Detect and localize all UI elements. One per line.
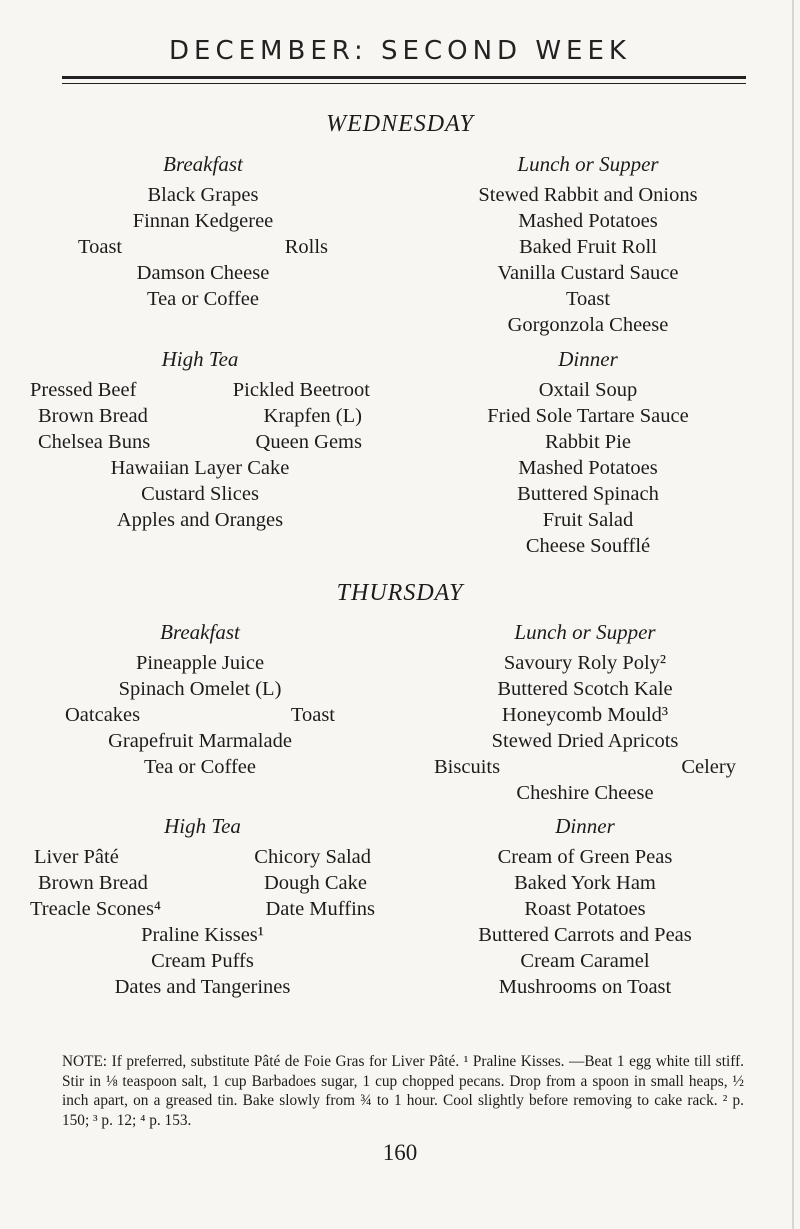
thu-breakfast (55, 618, 345, 780)
menu-item: Toast (78, 236, 123, 258)
note-label: NOTE: (62, 1053, 108, 1070)
wed-high-tea (30, 345, 370, 533)
menu-item-pair (30, 429, 370, 455)
menu-item: Praline Kisses¹ (141, 924, 264, 946)
menu-item: Brown Bread (38, 872, 148, 894)
menu-item: Cheese Soufflé (525, 535, 651, 557)
menu-item: Dates and Tangerines (114, 976, 291, 998)
menu-item-pair (30, 896, 375, 922)
menu-item: Vanilla Custard Sauce (497, 262, 679, 284)
menu-item: Fried Sole Tartare Sauce (487, 405, 689, 427)
menu-item: Celery (681, 756, 736, 778)
day-title-thursday: THURSDAY (336, 580, 464, 606)
menu-item: Cream Caramel (520, 950, 650, 972)
menu-item-pair (30, 403, 370, 429)
day-title-wednesday: WEDNESDAY (326, 111, 474, 137)
page-number: 160 (382, 1140, 418, 1165)
menu-item: Black Grapes (147, 184, 259, 206)
menu-item: Buttered Scotch Kale (497, 678, 673, 700)
menu-item: Chelsea Buns (38, 431, 151, 453)
menu-item: Liver Pâté (34, 846, 119, 868)
menu-item: Oxtail Soup (538, 379, 638, 401)
menu-item-pair (55, 702, 345, 728)
wed-lunch-supper (438, 150, 738, 338)
menu-item: Baked York Ham (514, 872, 656, 894)
section-heading: Dinner (555, 814, 615, 838)
menu-item: Stewed Dried Apricots (491, 730, 679, 752)
section-heading: High Tea (164, 814, 241, 838)
menu-item-pair (58, 234, 348, 260)
menu-item: Queen Gems (255, 431, 362, 453)
menu-item: Hawaiian Layer Cake (110, 457, 290, 479)
menu-item: Cheshire Cheese (516, 782, 654, 804)
section-heading: Dinner (558, 347, 618, 371)
menu-item: Apples and Oranges (116, 509, 284, 531)
menu-item-pair (30, 844, 375, 870)
menu-item: Savoury Roly Poly² (503, 652, 667, 674)
menu-item: Dough Cake (263, 872, 367, 894)
section-heading: Lunch or Supper (514, 620, 656, 644)
menu-item: Finnan Kedgeree (132, 210, 274, 232)
menu-item: Toast (290, 704, 335, 726)
menu-item: Rolls (284, 236, 328, 258)
page-header: DECEMBER: SECOND WEEK (169, 36, 631, 66)
menu-item: Oatcakes (65, 704, 141, 726)
menu-item: Gorgonzola Cheese (507, 314, 669, 336)
menu-item-pair (430, 754, 740, 780)
header-rule-thick (62, 76, 746, 79)
menu-item: Custard Slices (141, 483, 259, 505)
menu-item: Toast (565, 288, 611, 310)
menu-item: Roast Potatoes (524, 898, 646, 920)
wed-breakfast (58, 150, 348, 312)
menu-item: Biscuits (434, 756, 501, 778)
menu-item: Rabbit Pie (545, 431, 631, 453)
wed-dinner (433, 345, 743, 559)
menu-item-pair (30, 870, 375, 896)
section-heading: Breakfast (160, 620, 240, 644)
menu-item: Tea or Coffee (146, 288, 260, 310)
menu-item: Baked Fruit Roll (519, 236, 657, 258)
menu-item: Pressed Beef (30, 379, 137, 401)
menu-item-pair (30, 377, 370, 403)
menu-item: Tea or Coffee (143, 756, 257, 778)
thu-dinner (420, 812, 750, 1000)
page-edge (792, 0, 794, 1229)
menu-item: Brown Bread (38, 405, 148, 427)
header-rule-thin (62, 83, 746, 84)
menu-item: Date Muffins (265, 898, 375, 920)
menu-item: Mushrooms on Toast (498, 976, 672, 998)
menu-item: Buttered Carrots and Peas (478, 924, 692, 946)
menu-item: Chicory Salad (254, 846, 371, 868)
menu-item: Krapfen (L) (263, 405, 362, 427)
thu-lunch-supper (430, 618, 740, 806)
section-heading: Breakfast (163, 152, 243, 176)
menu-item: Buttered Spinach (517, 483, 659, 505)
thu-high-tea (30, 812, 375, 1000)
section-heading: High Tea (161, 347, 239, 371)
menu-item: Stewed Rabbit and Onions (478, 184, 698, 206)
menu-item: Pineapple Juice (135, 652, 265, 674)
menu-item: Damson Cheese (136, 262, 270, 284)
note-text: If preferred, substitute Pâté de Foie Gras for Liver Pâté. ¹ Praline Kisses. —Beat 1 egg white till stiff. Stir in ⅛ teaspoon salt, 1 cup Barbadoes sugar, 1 cup chopped pecans. Drop from a spoon in small heaps, ½ inch apart, on a greased tin. Bake slowly from ¾ to 1 hour. Cool slightly before removing to cake rack. ² p. 150; ³ p. 12; ⁴ p. 153. (62, 1053, 744, 1129)
menu-item: Spinach Omelet (L) (118, 678, 282, 700)
menu-item: Mashed Potatoes (518, 210, 658, 232)
menu-item: Treacle Scones⁴ (30, 898, 162, 920)
menu-item: Mashed Potatoes (518, 457, 658, 479)
menu-item: Honeycomb Mould³ (501, 704, 669, 726)
menu-item: Grapefruit Marmalade (108, 730, 292, 752)
footnote (62, 1052, 744, 1130)
menu-item: Cream Puffs (151, 950, 254, 972)
section-heading: Lunch or Supper (517, 152, 659, 176)
menu-item: Cream of Green Peas (497, 846, 673, 868)
menu-item: Fruit Salad (542, 509, 634, 531)
menu-item: Pickled Beetroot (232, 379, 370, 401)
